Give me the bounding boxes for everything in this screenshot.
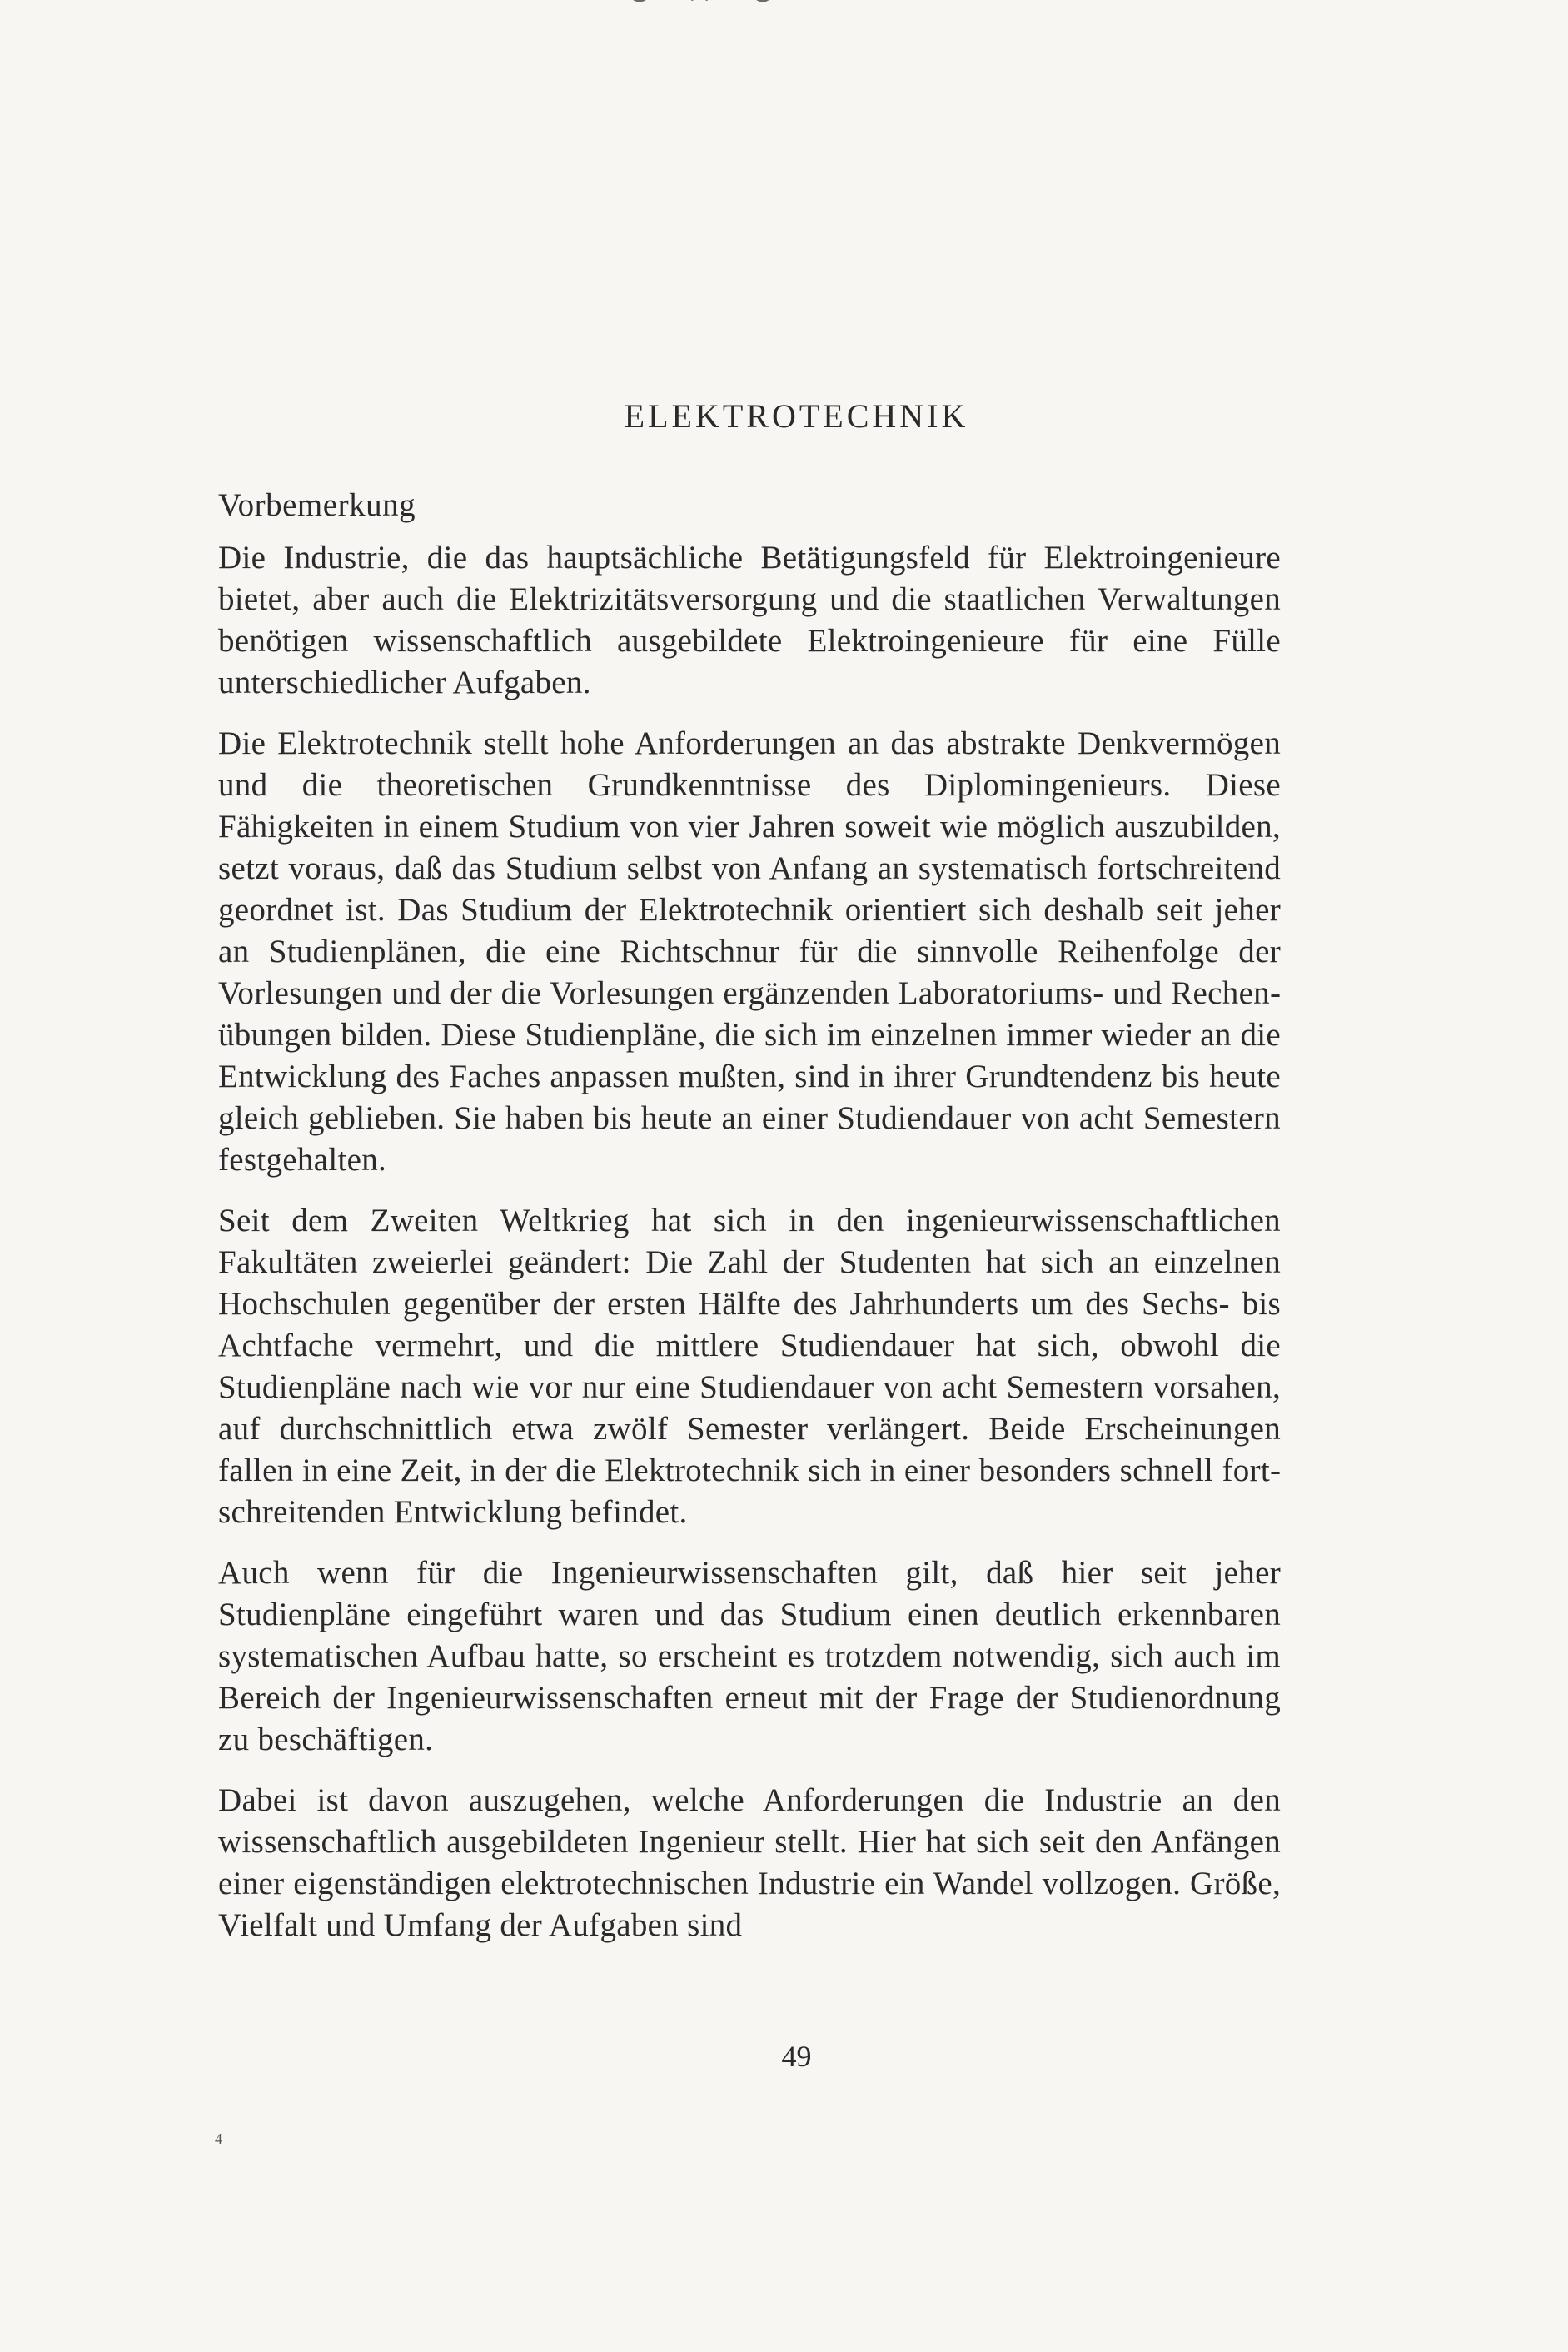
paragraph-1: Die Industrie, die das hauptsächliche Betätigungsfeld für Elektroingenieure bietet, aber auch die Elektrizitätsversorgung und die staatlichen Verwaltungen benötigen wissenschaftlich ausgebildete Elektroingenieure für eine Fülle unterschiedlicher Aufgaben. [218, 540, 1281, 700]
paragraph-4: Auch wenn für die Ingenieurwissenschaften gilt, daß hier seit jeher Studienpläne eingeführt waren und das Studium einen deutlich erkennbaren systematischen Aufbau hatte, so erscheint es trotzdem notwendig, sich auch im Bereich der Ingenieurwissenschaften erneut mit der Frage der Studienordnung zu beschäftigen. [218, 1555, 1281, 1757]
body-text-column [218, 485, 1281, 1966]
chapter-heading: ELEKTROTECHNIK [624, 397, 969, 435]
section-title: Vorbemerkung [218, 487, 416, 523]
scan-artifact-marks [625, 0, 791, 12]
paragraph-5: Dabei ist davon auszugehen, welche Anforderungen die Industrie an den wissenschaftlich ausgebildeten Ingenieur stellt. Hier hat sich seit den Anfängen einer eigenständigen elektrotechnischen Industrie ein Wandel vollzogen. Größe, Vielfalt und Umfang der Aufgaben sind [218, 1782, 1281, 1943]
page-number: 49 [781, 2040, 812, 2073]
paragraph-3: Seit dem Zweiten Weltkrieg hat sich in den ingenieurwissenschaftlichen Fakultäten zweierlei geändert: Die Zahl der Studenten hat sich an einzelnen Hochschulen gegenüber der ersten Hälfte des Jahrhunderts um des Sechs- bis Achtfache vermehrt, und die mittlere Studiendauer hat sich, obwohl die Studienpläne nach wie vor nur eine Studiendauer von acht Semestern vorsahen, auf durchschnittlich etwa zwölf Semester verlängert. Beide Erscheinungen fallen in eine Zeit, in der die Elektrotechnik sich in einer besonders schnell fortschreitenden Entwicklung befindet. [218, 1203, 1281, 1530]
paragraph-2: Die Elektrotechnik stellt hohe Anforderungen an das abstrakte Denkvermögen und die theoretischen Grundkenntnisse des Diplomingenieurs. Diese Fähigkeiten in einem Studium von vier Jahren soweit wie möglich auszubilden, setzt voraus, daß das Studium selbst von Anfang an systematisch fortschreitend geordnet ist. Das Studium der Elektrotechnik orientiert sich deshalb seit jeher an Studienplänen, die eine Richtschnur für die sinnvolle Reihenfolge der Vorlesungen und der die Vorlesungen ergänzenden Laboratoriums- und Rechenübungen bilden. Diese Studienpläne, die sich im einzelnen immer wieder an die Entwicklung des Faches anpassen mußten, sind in ihrer Grundtendenz bis heute gleich geblieben. Sie haben bis heute an einer Studiendauer von acht Semestern festgehalten. [218, 725, 1281, 1178]
printer-signature-mark: 4 [215, 2130, 222, 2147]
